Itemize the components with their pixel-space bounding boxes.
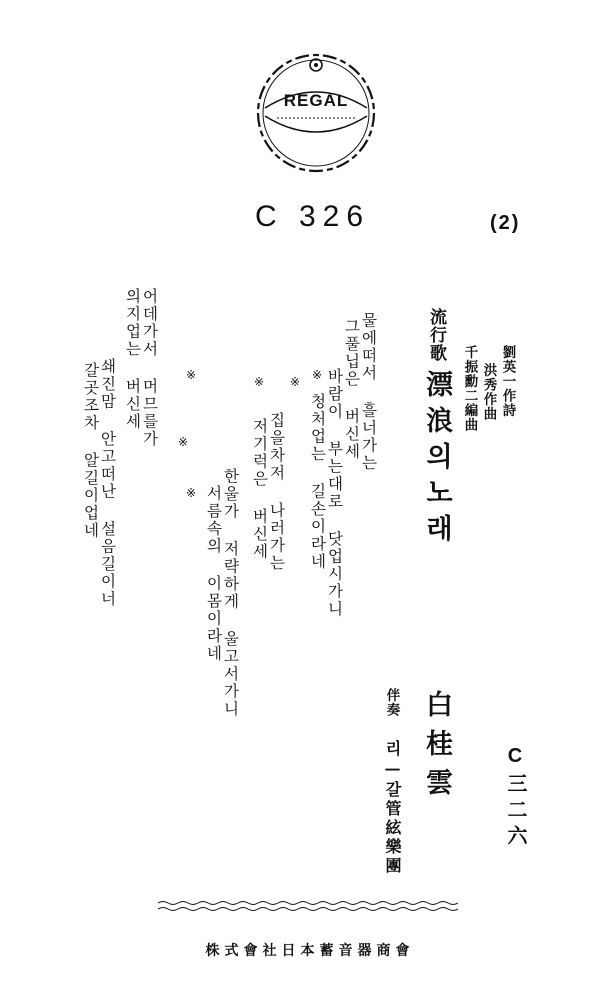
accompaniment-orchestra: 리—갈管絃樂團 <box>383 740 402 876</box>
publisher-name: 株式會社日本蓄音器商會 <box>205 943 415 959</box>
lyric-line: 한울가 저략하게 울고서가니 <box>221 468 240 718</box>
verse-divider: ※ <box>186 368 197 382</box>
song-genre: 流行歌 <box>426 308 446 362</box>
lyric-line: 갈곳조차 알길이업네 <box>81 362 100 540</box>
song-title: 漂浪의노래 <box>421 370 452 550</box>
lyric-line: 서름속의 이몸이라네 <box>204 485 223 663</box>
composer-credit: 洪秀作曲 <box>480 363 497 421</box>
lyric-line: 바람이 부는대로 닷업시가니 <box>325 368 344 618</box>
logo-brand-text: REGAL <box>283 91 349 110</box>
catalog-number: C 326 <box>255 200 371 233</box>
regal-logo <box>251 48 381 178</box>
lyricist-credit: 劉英一作詩 <box>499 345 516 418</box>
verse-divider: ※ <box>312 368 323 382</box>
verse-divider: ※ <box>178 435 189 449</box>
verse-divider: ※ <box>254 375 265 389</box>
lyric-line: 어데가서 머므를가 <box>140 288 159 448</box>
lyric-line: 의지업는 버신세 <box>123 288 142 431</box>
singer-name: 白桂雲 <box>421 690 452 807</box>
side-number: (2) <box>490 212 521 234</box>
verse-divider: ※ <box>186 486 197 500</box>
lyric-line: 물에떠서 흘너가는 <box>359 312 378 472</box>
wavy-divider <box>158 900 458 912</box>
lyric-line: 집을차저 나러가는 <box>267 412 286 572</box>
arranger-credit: 千振勳二編曲 <box>461 345 478 432</box>
verse-divider: ※ <box>290 375 301 389</box>
catalog-code-vertical: C三二六 <box>504 745 526 851</box>
lyric-line: 청처업는 길손이라네 <box>308 393 327 571</box>
lyric-line: 저기럭은 버신세 <box>250 418 269 561</box>
accompaniment-role: 伴奏 <box>383 688 400 717</box>
lyric-line: 그풀닙은 버신세 <box>342 318 361 461</box>
lyric-line: 쇄진맘 안고떠난 설음길이너 <box>98 358 117 608</box>
